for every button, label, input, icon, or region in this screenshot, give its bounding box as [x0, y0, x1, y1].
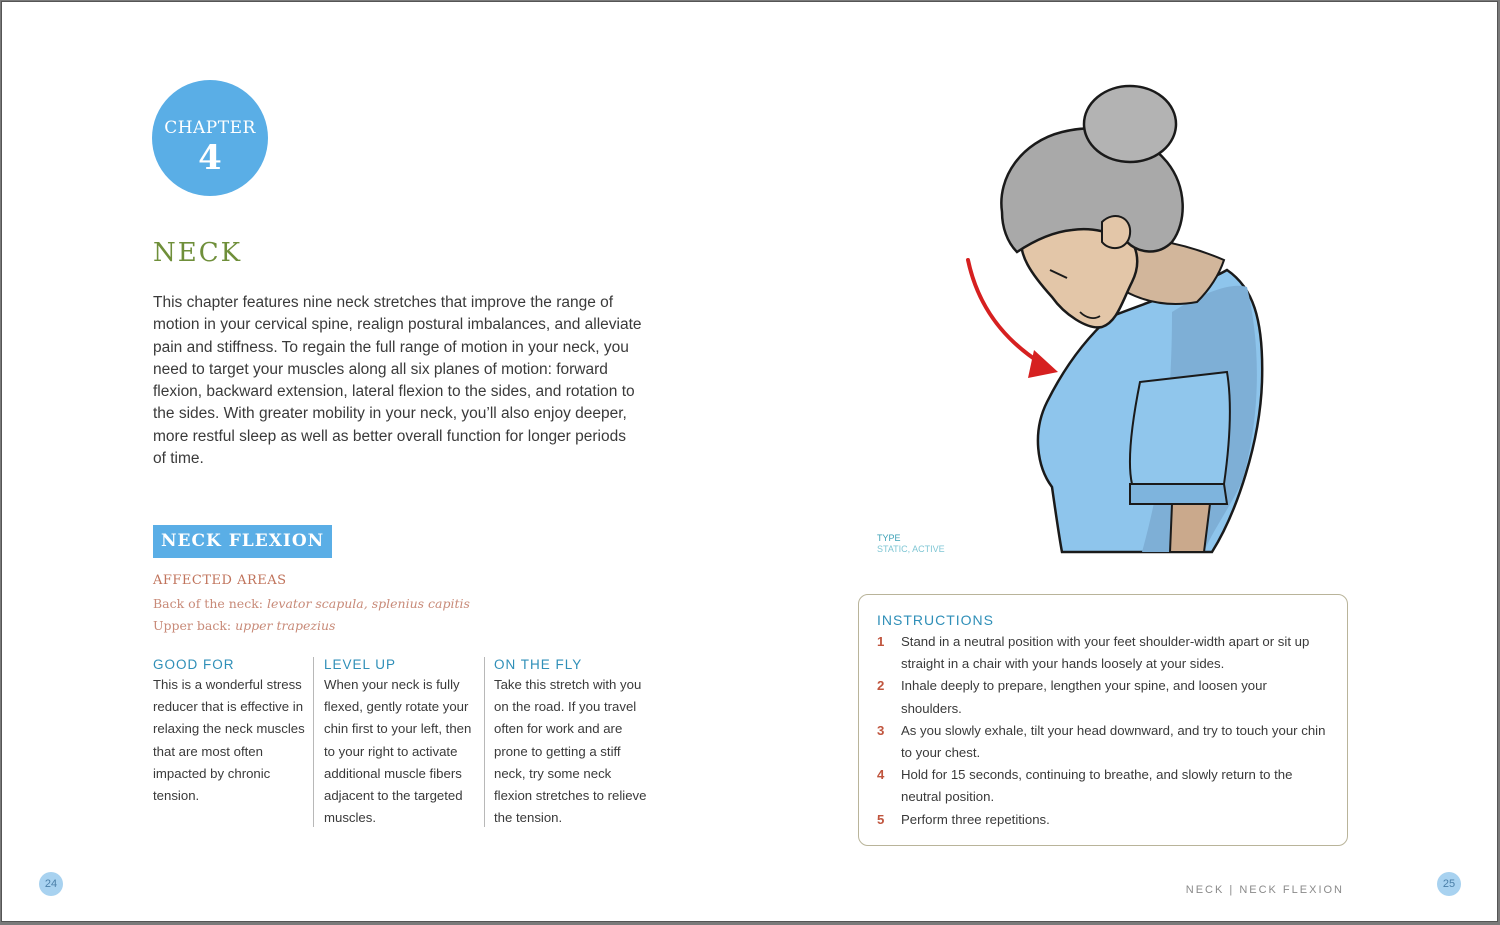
- book-spread: [1, 1, 1498, 922]
- arm-shape: [1130, 372, 1230, 484]
- type-label: TYPE: [877, 533, 901, 543]
- affected-area-name: Back of the neck:: [153, 596, 263, 611]
- sleeve-shape: [1130, 484, 1227, 504]
- step-number: 2: [877, 678, 885, 694]
- affected-area-muscles: levator scapula, splenius capitis: [266, 596, 470, 611]
- instruction-step: [877, 631, 1329, 675]
- affected-area-muscles: upper trapezius: [235, 618, 336, 633]
- chapter-badge: [152, 80, 268, 196]
- step-text: Inhale deeply to prepare, lengthen your spine, and loosen your shoulders.: [901, 678, 1267, 716]
- on-the-fly-heading: ON THE FLY: [494, 657, 583, 672]
- stretch-name-label: NECK FLEXION: [153, 525, 332, 558]
- chapter-label: CHAPTER: [164, 118, 256, 138]
- on-the-fly-column: [494, 657, 652, 829]
- good-for-text: This is a wonderful stress reducer that is effective in relaxing the neck muscles that are most often impacted by chronic tension.: [153, 677, 305, 804]
- step-text: As you slowly exhale, tilt your head downward, and try to touch your chin to your chest.: [901, 722, 1326, 761]
- level-up-column: [324, 657, 482, 829]
- instructions-box: [858, 594, 1348, 846]
- instruction-step: [877, 809, 1329, 831]
- step-number: 5: [877, 811, 885, 827]
- level-up-heading: LEVEL UP: [324, 657, 397, 672]
- step-text: Hold for 15 seconds, continuing to breathe, and slowly return to the neutral position.: [901, 767, 1293, 805]
- hair-bun-shape: [1084, 86, 1176, 162]
- step-number: 1: [877, 634, 885, 649]
- page-number-right: 25: [1437, 872, 1461, 896]
- step-number: 4: [877, 767, 885, 783]
- intro-paragraph: This chapter features nine neck stretches that improve the range of motion in your cervical spine, realign postural imbalances, and alleviate pain and stiffness. To regain the full range of motion in your neck, you need to target your muscles along all six planes of motion: forward flexion, backward extension, lateral flexion to the sides, and rotation to the sides. With greater mobility in your neck, you’ll also enjoy deeper, more restful sleep as well as better overall function for longer periods of time.: [153, 294, 642, 468]
- affected-areas-heading: AFFECTED AREAS: [153, 573, 287, 588]
- step-text: Stand in a neutral position with your feet shoulder-width apart or sit up straight in a chair with your hands loosely at your sides.: [901, 634, 1310, 672]
- affected-area-row: [153, 596, 470, 611]
- instruction-step: [877, 675, 1329, 719]
- type-value: STATIC, ACTIVE: [877, 544, 945, 554]
- affected-area-row: [153, 618, 335, 633]
- instruction-step: [877, 764, 1329, 808]
- instructions-heading: INSTRUCTIONS: [877, 612, 994, 628]
- level-up-text: When your neck is fully flexed, gently rotate your chin first to your left, then to your right to activate additional muscle fibers adjacent to the targeted muscles.: [324, 677, 472, 826]
- column-divider: [313, 657, 314, 827]
- page-number-left: 24: [39, 872, 63, 896]
- affected-area-name: Upper back:: [153, 618, 232, 633]
- hand-shape: [1170, 504, 1210, 552]
- chapter-number: 4: [198, 138, 222, 178]
- good-for-heading: GOOD FOR: [153, 657, 235, 672]
- column-divider: [484, 657, 485, 827]
- instruction-step: [877, 720, 1329, 764]
- chapter-title: NECK: [153, 238, 243, 268]
- good-for-column: [153, 657, 311, 807]
- running-footer: NECK | NECK FLEXION: [1185, 884, 1344, 896]
- motion-arrow-icon: [968, 260, 1042, 364]
- step-number: 3: [877, 722, 885, 738]
- neck-flexion-illustration: [942, 82, 1282, 572]
- on-the-fly-text: Take this stretch with you on the road. If you travel often for work and are prone to getting a stiff neck, try some neck flexion stretches to relieve the tension.: [494, 677, 647, 826]
- step-text: Perform three repetitions.: [901, 811, 1050, 827]
